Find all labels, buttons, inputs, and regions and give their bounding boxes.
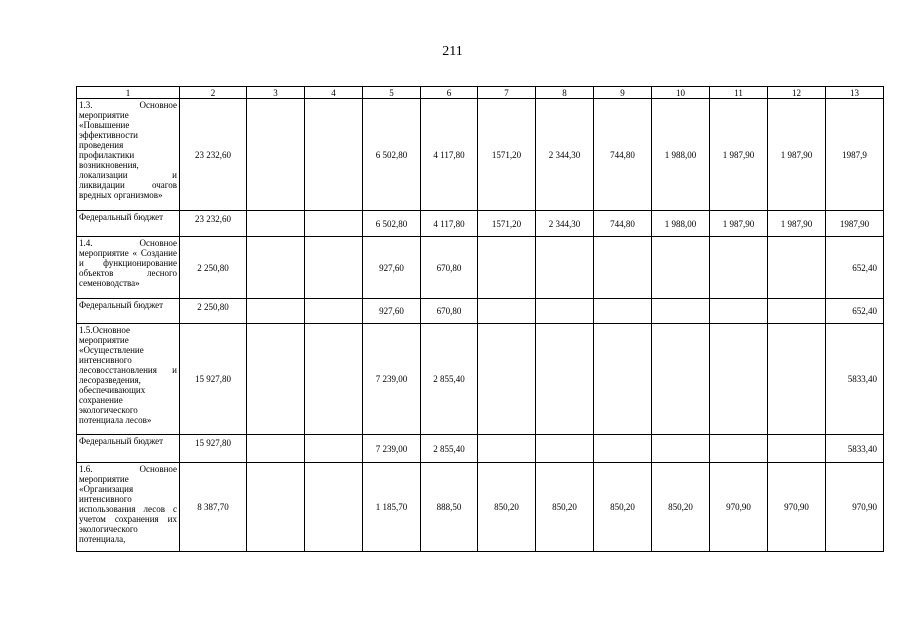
table-cell: 652,40 bbox=[826, 299, 884, 324]
column-header: 11 bbox=[710, 87, 768, 99]
table-cell: 1 988,00 bbox=[652, 99, 710, 211]
table-cell bbox=[768, 324, 826, 435]
table-cell bbox=[768, 435, 826, 463]
row-description: 1.4. Основное мероприятие « Создание и функционирование объектов лесного семеноводства» bbox=[77, 237, 180, 299]
table-cell bbox=[652, 435, 710, 463]
table-cell: 6 502,80 bbox=[363, 211, 421, 237]
table-cell: 2 344,30 bbox=[536, 211, 594, 237]
table-header-row bbox=[77, 87, 884, 99]
table-cell bbox=[247, 324, 305, 435]
table-cell bbox=[710, 237, 768, 299]
table-cell: 652,40 bbox=[826, 237, 884, 299]
table-cell bbox=[305, 463, 363, 552]
table-cell bbox=[478, 435, 536, 463]
budget-table bbox=[76, 86, 884, 552]
table-cell bbox=[594, 435, 652, 463]
table-cell: 5833,40 bbox=[826, 324, 884, 435]
table-cell bbox=[478, 237, 536, 299]
table-cell: 1 185,70 bbox=[363, 463, 421, 552]
column-header: 6 bbox=[421, 87, 478, 99]
row-description: 1.6. Основное мероприятие «Организация интенсивного использования лесов с учетом сохранения их экологического потенциала, bbox=[77, 463, 180, 552]
table-cell: 23 232,60 bbox=[180, 99, 247, 211]
column-header: 9 bbox=[594, 87, 652, 99]
table-cell: 1 988,00 bbox=[652, 211, 710, 237]
row-description: Федеральный бюджет bbox=[77, 435, 180, 463]
column-header: 2 bbox=[180, 87, 247, 99]
table-cell bbox=[652, 237, 710, 299]
table-cell bbox=[247, 237, 305, 299]
table-cell bbox=[247, 99, 305, 211]
table-cell bbox=[710, 324, 768, 435]
table-cell: 1 987,90 bbox=[710, 99, 768, 211]
table-cell bbox=[305, 299, 363, 324]
table-cell: 2 250,80 bbox=[180, 237, 247, 299]
table-cell: 850,20 bbox=[652, 463, 710, 552]
table-cell: 8 387,70 bbox=[180, 463, 247, 552]
table-cell bbox=[536, 324, 594, 435]
table-cell: 1571,20 bbox=[478, 99, 536, 211]
table-cell bbox=[247, 463, 305, 552]
table-cell bbox=[594, 324, 652, 435]
column-header: 4 bbox=[305, 87, 363, 99]
table-cell bbox=[247, 435, 305, 463]
table-cell: 670,80 bbox=[421, 237, 478, 299]
table-cell: 2 855,40 bbox=[421, 324, 478, 435]
row-description: Федеральный бюджет bbox=[77, 211, 180, 237]
table-cell: 2 250,80 bbox=[180, 299, 247, 324]
table-cell: 2 855,40 bbox=[421, 435, 478, 463]
table-cell bbox=[305, 99, 363, 211]
table-cell: 970,90 bbox=[710, 463, 768, 552]
table-cell: 670,80 bbox=[421, 299, 478, 324]
table-cell bbox=[536, 435, 594, 463]
table-cell bbox=[594, 237, 652, 299]
table-cell: 1 987,90 bbox=[768, 211, 826, 237]
table-row bbox=[77, 463, 884, 552]
column-header: 12 bbox=[768, 87, 826, 99]
column-header: 10 bbox=[652, 87, 710, 99]
column-header: 3 bbox=[247, 87, 305, 99]
table-cell: 4 117,80 bbox=[421, 99, 478, 211]
table-cell: 1 987,90 bbox=[768, 99, 826, 211]
table-row bbox=[77, 435, 884, 463]
row-description: 1.5.Основное мероприятие «Осуществление интенсивного лесовосстановления и лесоразведения, обеспечивающих сохранение экологического потенциала лесов» bbox=[77, 324, 180, 435]
table-cell bbox=[652, 324, 710, 435]
table-cell: 7 239,00 bbox=[363, 435, 421, 463]
column-header: 13 bbox=[826, 87, 884, 99]
table-cell: 5833,40 bbox=[826, 435, 884, 463]
table-cell: 744,80 bbox=[594, 211, 652, 237]
table-cell: 15 927,80 bbox=[180, 435, 247, 463]
column-header: 5 bbox=[363, 87, 421, 99]
column-header: 8 bbox=[536, 87, 594, 99]
row-description: 1.3. Основное мероприятие «Повышение эффективности проведения профилактики возникновения, локализации и ликвидации очагов вредных организмов» bbox=[77, 99, 180, 211]
table-cell bbox=[478, 299, 536, 324]
table-cell: 744,80 bbox=[594, 99, 652, 211]
table-cell bbox=[768, 237, 826, 299]
table-cell bbox=[305, 435, 363, 463]
column-header: 7 bbox=[478, 87, 536, 99]
row-description: Федеральный бюджет bbox=[77, 299, 180, 324]
table-row bbox=[77, 99, 884, 211]
table-cell: 23 232,60 bbox=[180, 211, 247, 237]
table-cell bbox=[652, 299, 710, 324]
table-row bbox=[77, 324, 884, 435]
table-row bbox=[77, 299, 884, 324]
table-cell: 2 344,30 bbox=[536, 99, 594, 211]
table-cell: 1987,9 bbox=[826, 99, 884, 211]
table-row bbox=[77, 211, 884, 237]
column-header: 1 bbox=[77, 87, 180, 99]
table-cell bbox=[247, 211, 305, 237]
table-cell: 6 502,80 bbox=[363, 99, 421, 211]
table-cell bbox=[710, 299, 768, 324]
table-cell bbox=[536, 237, 594, 299]
table-cell bbox=[247, 299, 305, 324]
table-cell bbox=[305, 324, 363, 435]
table-cell bbox=[305, 211, 363, 237]
table-cell: 1 987,90 bbox=[710, 211, 768, 237]
table-cell: 970,90 bbox=[826, 463, 884, 552]
table-cell: 927,60 bbox=[363, 299, 421, 324]
table-cell: 4 117,80 bbox=[421, 211, 478, 237]
table-cell: 1571,20 bbox=[478, 211, 536, 237]
table-cell: 850,20 bbox=[594, 463, 652, 552]
table-cell: 15 927,80 bbox=[180, 324, 247, 435]
table-cell: 7 239,00 bbox=[363, 324, 421, 435]
table-cell: 888,50 bbox=[421, 463, 478, 552]
table-cell bbox=[710, 435, 768, 463]
table-cell: 1987,90 bbox=[826, 211, 884, 237]
table-cell: 850,20 bbox=[536, 463, 594, 552]
table-cell bbox=[478, 324, 536, 435]
table-cell: 850,20 bbox=[478, 463, 536, 552]
table-row bbox=[77, 237, 884, 299]
table-cell: 927,60 bbox=[363, 237, 421, 299]
page-number: 211 bbox=[442, 44, 463, 59]
table-cell bbox=[594, 299, 652, 324]
table-cell bbox=[305, 237, 363, 299]
table-cell: 970,90 bbox=[768, 463, 826, 552]
table-cell bbox=[536, 299, 594, 324]
table-cell bbox=[768, 299, 826, 324]
